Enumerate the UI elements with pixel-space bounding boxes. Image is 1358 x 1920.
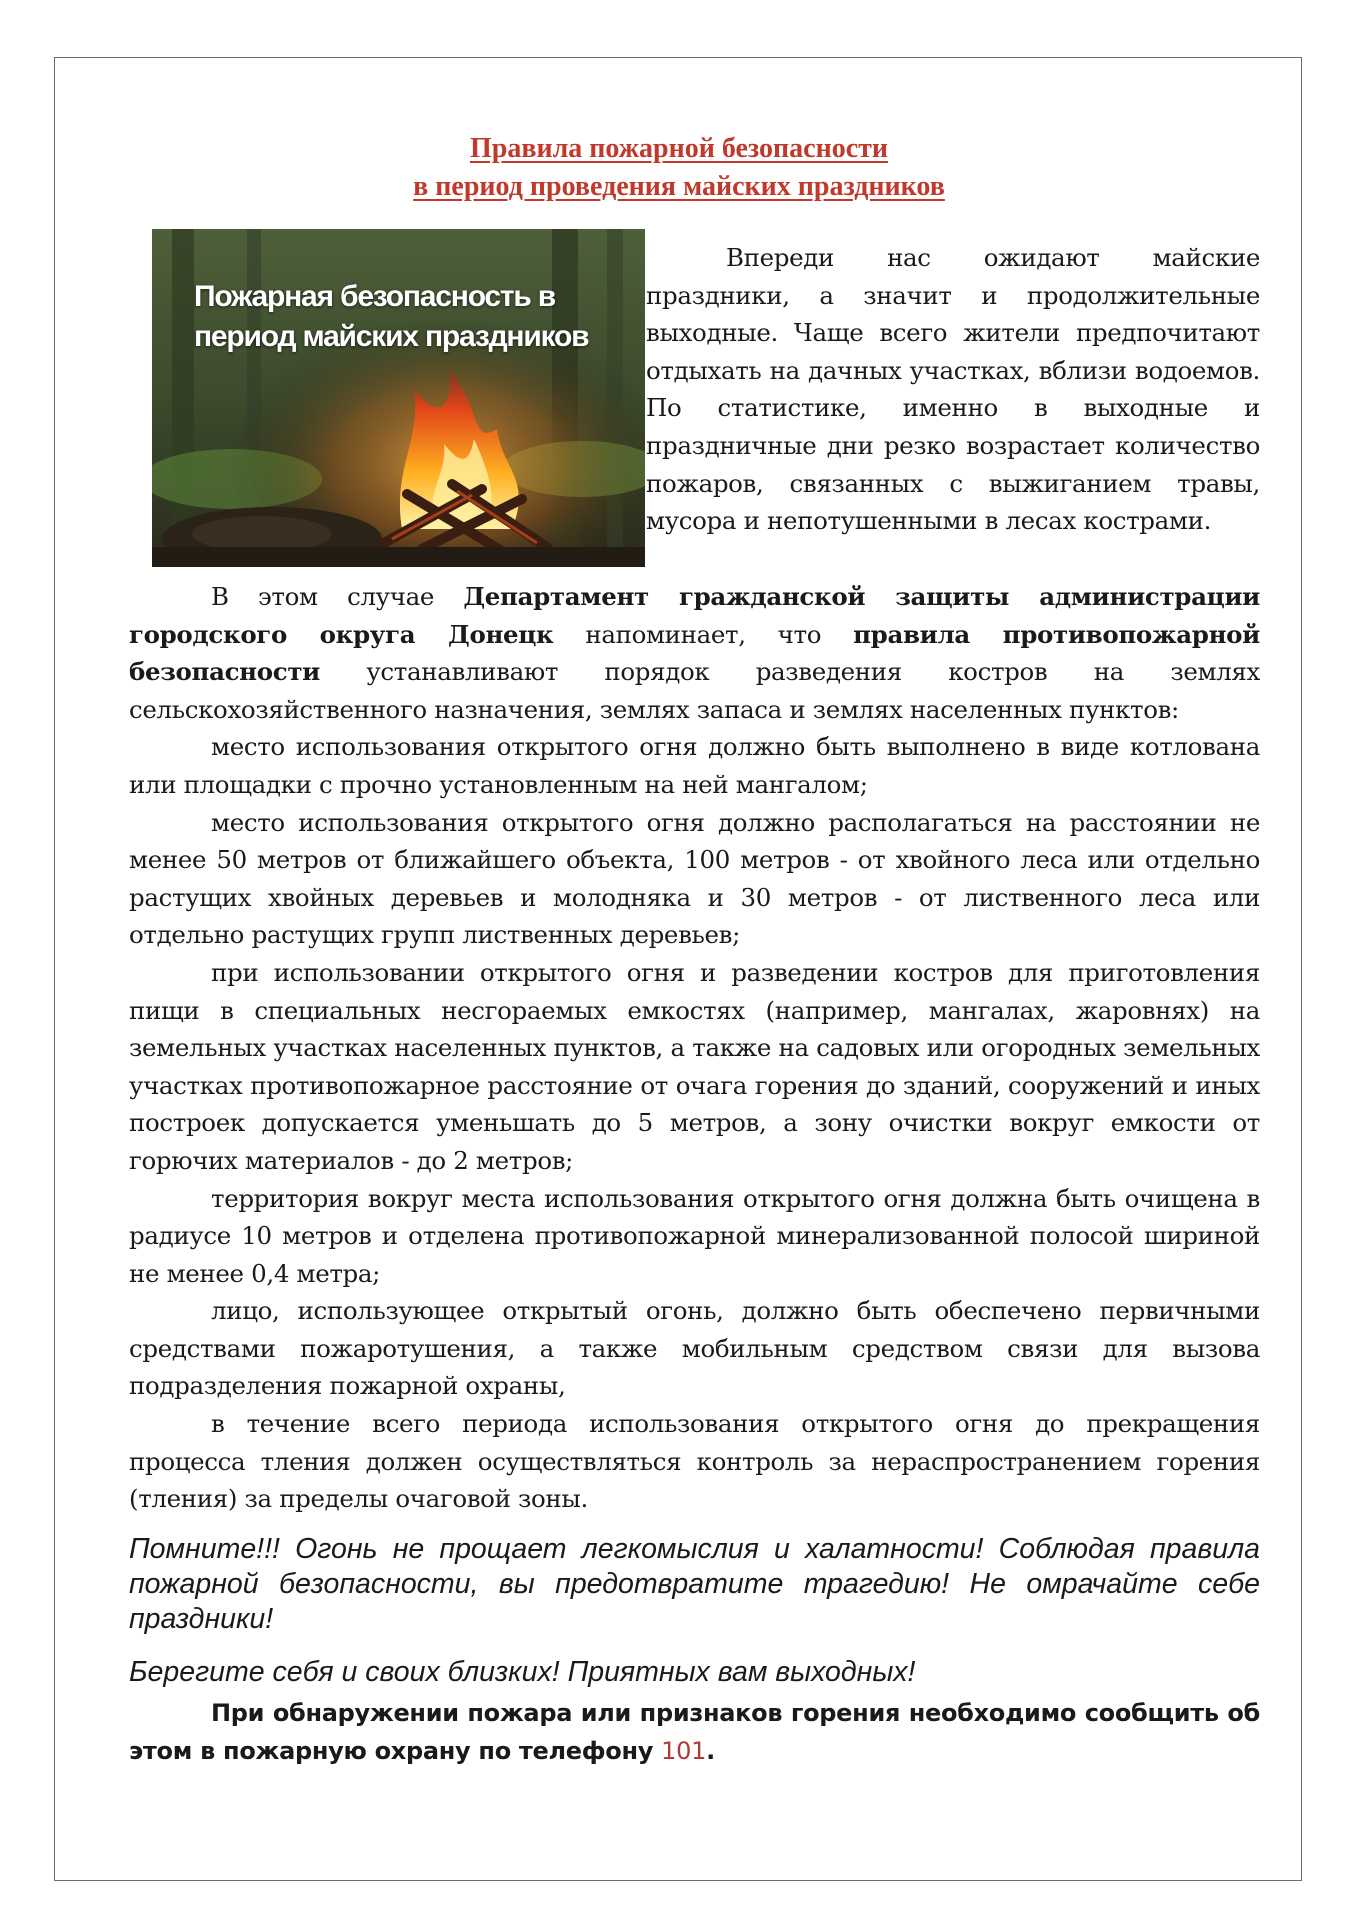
department-name: Департамент гражданской защиты администрации городского округа Донецк xyxy=(129,582,1260,649)
rule-item: лицо, использующее открытый огонь, должно быть обеспечено первичными средствами пожаротушения, а также мобильным средством связи для вызова подразделения пожарной охраны, xyxy=(129,1296,1260,1401)
emergency-notice-end: . xyxy=(706,1737,715,1765)
campfire-photo xyxy=(152,229,645,567)
rule-item: территория вокруг места использования открытого огня должна быть очищена в радиусе 10 метров и отделена противопожарной минерализованной полосой шириной не менее 0,4 метра; xyxy=(129,1183,1260,1288)
dept-text-e: устанавливают порядок разведения костров на землях сельскохозяйственного назначения, землях запаса и землях населенных пунктов: xyxy=(129,657,1260,724)
rule-item: при использовании открытого огня и разведении костров для приготовления пищи в специальных несгораемых емкостях (например, мангалах, жаровнях) на земельных участках населенных пунктов, а также на садовых или огородных земельных участках противопожарное расстояние от очага горения до зданий, сооружений и иных построек допускается уменьшать до 5 метров, а зону очистки вокруг емкости от горючих материалов - до 2 метров; xyxy=(129,957,1260,1175)
reminder-wishes: Берегите себя и своих близких! Приятных вам выходных! xyxy=(129,1656,916,1688)
title-line-2: в период проведения майских праздников xyxy=(413,171,945,202)
rule-item: в течение всего периода использования открытого огня до прекращения процесса тления должен осуществляться контроль за нераспространением горения (тления) за пределы очаговой зоны. xyxy=(129,1409,1260,1514)
reminder-warning: Помните!!! Огонь не прощает легкомыслия и халатности! Соблюдая правила пожарной безопасности, вы предотвратите трагедию! Не омрачайте себе праздники! xyxy=(129,1533,1260,1635)
photo-caption-line-1: Пожарная безопасность в xyxy=(194,280,556,313)
dept-text-a: В этом случае xyxy=(211,582,464,611)
photo-caption-line-2: период майских праздников xyxy=(194,320,589,353)
rule-item: место использования открытого огня должно располагаться на расстоянии не менее 50 метров от ближайшего объекта, 100 метров - от хвойного леса или отдельно растущих хвойных деревьев и молодняка и 30 метров - от лиственного леса или отдельно растущих групп лиственных деревьев; xyxy=(129,807,1260,950)
dept-text-c: напоминает, что xyxy=(553,619,854,649)
title-line-1: Правила пожарной безопасности xyxy=(469,133,889,164)
photo-caption xyxy=(194,277,614,357)
department-paragraph xyxy=(129,578,1260,728)
fire-safety-rules-term: правила противопожарной безопасности xyxy=(129,619,1260,687)
rule-item: место использования открытого огня должно быть выполнено в виде котлована или площадки с прочно установленным на ней мангалом; xyxy=(129,732,1260,799)
emergency-phone-number: 101 xyxy=(661,1737,707,1765)
body-block xyxy=(129,578,1260,1518)
intro-paragraph: Впереди нас ожидают майские праздники, а значит и продолжительные выходные. Чаще всего жители предпочитают отдыхать на дачных участках, вблизи водоемов. По статистике, именно в выходные и праздничные дни резко возрастает количество пожаров, связанных с выжиганием травы, мусора и непотушенными в лесах кострами. xyxy=(646,243,1260,536)
emergency-notice xyxy=(129,1694,1260,1770)
intro-block xyxy=(646,239,1260,540)
emergency-notice-text: При обнаружении пожара или признаков горения необходимо сообщить об этом в пожарную охрану по телефону xyxy=(129,1699,1260,1765)
